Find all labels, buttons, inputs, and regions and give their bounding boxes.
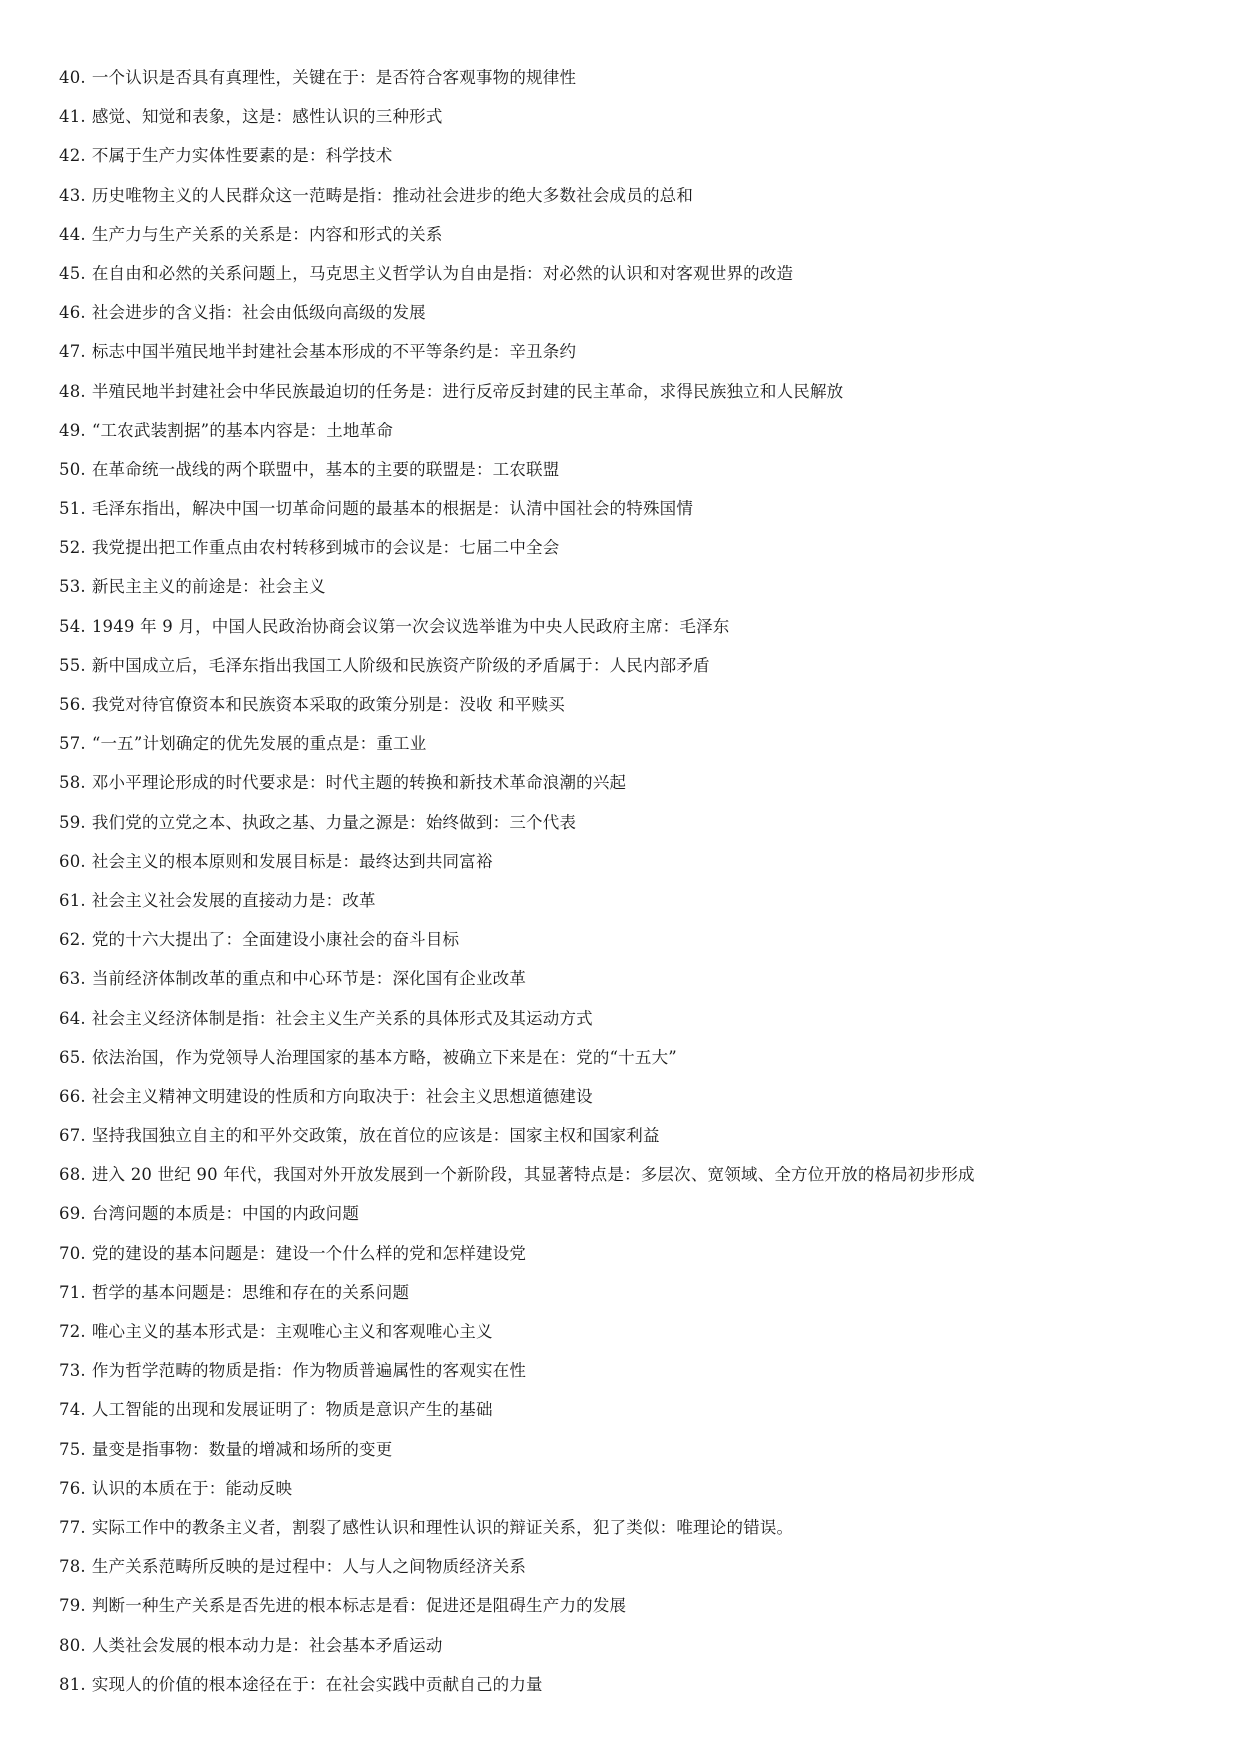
item-text: 作为哲学范畴的物质是指：作为物质普遍属性的客观实在性 [91, 1361, 527, 1381]
item-number: 65. [59, 1047, 86, 1067]
item-text: 邓小平理论形成的时代要求是：时代主题的转换和新技术革命浪潮的兴起 [91, 773, 627, 793]
item-text: 认识的本质在于：能动反映 [91, 1478, 293, 1498]
item-number: 41. [59, 107, 86, 127]
list-item [59, 1044, 1199, 1083]
item-text: 我们党的立党之本、执政之基、力量之源是：始终做到：三个代表 [91, 812, 577, 832]
item-text: 我党提出把工作重点由农村转移到城市的会议是：七届二中全会 [91, 538, 560, 558]
item-text: 判断一种生产关系是否先进的根本标志是看：促进还是阻碍生产力的发展 [91, 1596, 627, 1616]
item-text: 毛泽东指出，解决中国一切革命问题的最基本的根据是：认清中国社会的特殊国情 [91, 499, 694, 519]
item-number: 53. [59, 577, 86, 597]
item-number: 72. [59, 1322, 86, 1341]
item-number: 79. [59, 1596, 86, 1616]
item-number: 80. [59, 1635, 86, 1655]
list-item [59, 1632, 1199, 1671]
item-text: 在革命统一战线的两个联盟中，基本的主要的联盟是：工农联盟 [91, 459, 560, 479]
list-item [59, 1005, 1199, 1044]
list-item [59, 1396, 1199, 1435]
list-item [59, 809, 1199, 848]
item-number: 42. [59, 146, 86, 166]
item-number: 44. [59, 224, 86, 244]
item-number: 49. [59, 420, 86, 440]
item-number: 48. [59, 381, 86, 401]
list-item [59, 142, 1199, 181]
item-text: 半殖民地半封建社会中华民族最迫切的任务是：进行反帝反封建的民主革命，求得民族独立和人民解放 [91, 381, 844, 401]
item-text: “工农武装割据”的基本内容是：土地革命 [91, 420, 394, 440]
item-number: 76. [59, 1478, 86, 1498]
item-number: 81. [59, 1674, 86, 1694]
list-item [59, 965, 1199, 1004]
list-item [59, 1592, 1199, 1631]
list-item [59, 573, 1199, 612]
item-text: 当前经济体制改革的重点和中心环节是：深化国有企业改革 [91, 969, 527, 989]
item-number: 51. [59, 499, 86, 519]
item-number: 63. [59, 969, 86, 989]
item-text: “一五”计划确定的优先发展的重点是：重工业 [91, 734, 427, 754]
item-text: 台湾问题的本质是：中国的内政问题 [91, 1204, 360, 1224]
list-item [59, 1436, 1199, 1475]
list-item [59, 103, 1199, 142]
list-item [59, 260, 1199, 299]
list-item [59, 456, 1199, 495]
list-item [59, 299, 1199, 338]
item-number: 57. [59, 734, 86, 754]
item-text: 不属于生产力实体性要素的是：科学技术 [91, 146, 393, 166]
list-item [59, 495, 1199, 534]
list-item [59, 378, 1199, 417]
list-item [59, 1279, 1199, 1318]
item-text: 历史唯物主义的人民群众这一范畴是指：推动社会进步的绝大多数社会成员的总和 [91, 185, 694, 205]
item-text: 依法治国，作为党领导人治理国家的基本方略，被确立下来是在：党的“十五大” [91, 1047, 677, 1067]
item-number: 45. [59, 263, 86, 283]
item-number: 73. [59, 1361, 86, 1381]
item-number: 66. [59, 1086, 86, 1106]
item-number: 50. [59, 459, 86, 479]
item-number: 67. [59, 1126, 86, 1146]
item-number: 68. [59, 1165, 86, 1185]
item-text: 新中国成立后，毛泽东指出我国工人阶级和民族资产阶级的矛盾属于：人民内部矛盾 [91, 655, 710, 675]
item-text: 社会进步的含义指：社会由低级向高级的发展 [91, 303, 426, 323]
list-item [59, 1240, 1199, 1279]
list-item [59, 652, 1199, 691]
item-number: 70. [59, 1243, 86, 1263]
item-text: 社会主义经济体制是指：社会主义生产关系的具体形式及其运动方式 [91, 1008, 593, 1028]
list-item [59, 848, 1199, 887]
list-item [59, 1122, 1199, 1161]
item-number: 54. [59, 616, 86, 636]
list-item [59, 1357, 1199, 1396]
list-item [59, 769, 1199, 808]
item-text: 唯心主义的基本形式是：主观唯心主义和客观唯心主义 [91, 1322, 493, 1341]
item-text: 我党对待官僚资本和民族资本采取的政策分别是：没收 和平赎买 [91, 695, 565, 714]
item-text: 哲学的基本问题是：思维和存在的关系问题 [91, 1282, 410, 1302]
item-text: 新民主主义的前途是：社会主义 [91, 577, 326, 597]
list-item [59, 417, 1199, 456]
list-item [59, 1671, 1199, 1710]
list-item [59, 1553, 1199, 1592]
item-text: 实现人的价值的根本途径在于：在社会实践中贡献自己的力量 [91, 1674, 543, 1694]
list-item [59, 730, 1199, 769]
item-number: 40. [59, 68, 86, 87]
list-item [59, 1514, 1199, 1553]
item-text: 一个认识是否具有真理性，关键在于：是否符合客观事物的规律性 [91, 68, 577, 87]
item-number: 62. [59, 930, 86, 950]
item-text: 社会主义的根本原则和发展目标是：最终达到共同富裕 [91, 851, 493, 871]
list-item [59, 926, 1199, 965]
item-number: 77. [59, 1517, 86, 1537]
item-number: 61. [59, 890, 86, 910]
item-number: 52. [59, 538, 86, 558]
item-number: 75. [59, 1439, 86, 1459]
item-number: 71. [59, 1282, 86, 1302]
item-text: 1949 年 9 月，中国人民政治协商会议第一次会议选举谁为中央人民政府主席：毛泽东 [91, 616, 730, 636]
item-number: 78. [59, 1557, 86, 1577]
item-number: 74. [59, 1400, 86, 1420]
item-text: 社会主义社会发展的直接动力是：改革 [91, 890, 376, 910]
item-text: 党的十六大提出了：全面建设小康社会的奋斗目标 [91, 930, 460, 950]
item-text: 标志中国半殖民地半封建社会基本形成的不平等条约是：辛丑条约 [91, 342, 577, 362]
item-number: 43. [59, 185, 86, 205]
list-item [59, 1083, 1199, 1122]
list-item [59, 1318, 1199, 1357]
item-number: 56. [59, 695, 86, 714]
item-number: 60. [59, 851, 86, 871]
item-text: 进入 20 世纪 90 年代，我国对外开放发展到一个新阶段，其显著特点是：多层次、宽领域、全方位开放的格局初步形成 [91, 1165, 975, 1185]
item-number: 47. [59, 342, 86, 362]
item-number: 58. [59, 773, 86, 793]
item-text: 人工智能的出现和发展证明了：物质是意识产生的基础 [91, 1400, 493, 1420]
list-item [59, 613, 1199, 652]
list-item [59, 64, 1199, 103]
list-item [59, 534, 1199, 573]
item-text: 量变是指事物：数量的增减和场所的变更 [91, 1439, 393, 1459]
question-list [59, 64, 1199, 1710]
item-text: 坚持我国独立自主的和平外交政策，放在首位的应该是：国家主权和国家利益 [91, 1126, 660, 1146]
item-text: 社会主义精神文明建设的性质和方向取决于：社会主义思想道德建设 [91, 1086, 593, 1106]
list-item [59, 1475, 1199, 1514]
item-text: 在自由和必然的关系问题上，马克思主义哲学认为自由是指：对必然的认识和对客观世界的改造 [91, 263, 794, 283]
item-number: 69. [59, 1204, 86, 1224]
item-number: 59. [59, 812, 86, 832]
item-number: 64. [59, 1008, 86, 1028]
list-item [59, 887, 1199, 926]
list-item [59, 1200, 1199, 1239]
item-number: 55. [59, 655, 86, 675]
item-text: 生产关系范畴所反映的是过程中：人与人之间物质经济关系 [91, 1557, 527, 1577]
item-text: 党的建设的基本问题是：建设一个什么样的党和怎样建设党 [91, 1243, 527, 1263]
list-item [59, 1161, 1199, 1200]
list-item [59, 338, 1199, 377]
item-number: 46. [59, 303, 86, 323]
item-text: 生产力与生产关系的关系是：内容和形式的关系 [91, 224, 443, 244]
item-text: 感觉、知觉和表象，这是：感性认识的三种形式 [91, 107, 443, 127]
item-text: 人类社会发展的根本动力是：社会基本矛盾运动 [91, 1635, 443, 1655]
item-text: 实际工作中的教条主义者，割裂了感性认识和理性认识的辩证关系，犯了类似：唯理论的错误。 [91, 1517, 794, 1537]
list-item [59, 221, 1199, 260]
list-item [59, 691, 1199, 730]
list-item [59, 182, 1199, 221]
